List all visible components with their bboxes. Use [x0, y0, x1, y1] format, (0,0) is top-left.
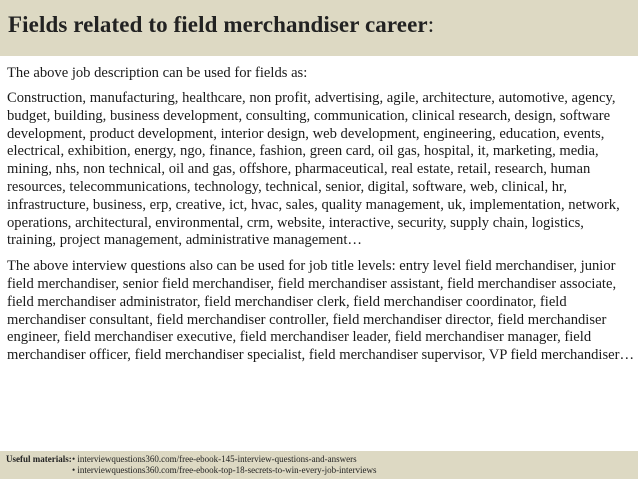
footer-label: Useful materials:	[6, 454, 72, 464]
footer-label-spacer	[6, 465, 72, 476]
title-colon: :	[427, 12, 435, 37]
footer-link-ebook-top-18[interactable]: • interviewquestions360.com/free-ebook-top-18-secrets-to-win-every-job-interviews	[72, 465, 377, 475]
footer-row	[6, 454, 638, 465]
title-bar	[0, 0, 638, 56]
footer	[0, 451, 638, 479]
job-levels-paragraph: The above interview questions also can be used for job title levels: entry level field merchandiser, junior field merchandiser, senior field merchandiser, field merchandiser assistant, field merchandiser associate, field merchandiser administrator, field merchandiser clerk, field merchandiser coordinator, field merchandiser consultant, field merchandiser controller, field merchandiser director, field merchandiser engineer, field merchandiser executive, field merchandiser leader, field merchandiser manager, field merchandiser officer, field merchandiser specialist, field merchandiser supervisor, VP field merchandiser…	[7, 258, 635, 364]
footer-row	[6, 465, 638, 476]
intro-text: The above job description can be used for fields as:	[7, 65, 308, 81]
page-title: Fields related to field merchandiser career	[8, 12, 428, 37]
fields-paragraph: Construction, manufacturing, healthcare, non profit, advertising, agile, architecture, automotive, agency, budget, building, business development, consulting, communication, clinical research, design, software development, product development, interior design, web development, engineering, education, events, electrical, exhibition, energy, ngo, finance, fashion, green card, oil gas, hospital, it, marketing, media, mining, nhs, non technical, oil and gas, offshore, pharmaceutical, real estate, retail, research, human resources, telecommunications, technology, technical, senior, digital, software, web, clinical, hr, infrastructure, business, erp, creative, ict, hvac, sales, quality management, uk, implementation, network, operations, architectural, environmental, crm, website, interactive, security, supply chain, logistics, training, project management, administrative management…	[7, 90, 620, 249]
slide-content	[7, 64, 635, 373]
footer-link-ebook-145[interactable]: • interviewquestions360.com/free-ebook-145-interview-questions-and-answers	[72, 454, 357, 464]
